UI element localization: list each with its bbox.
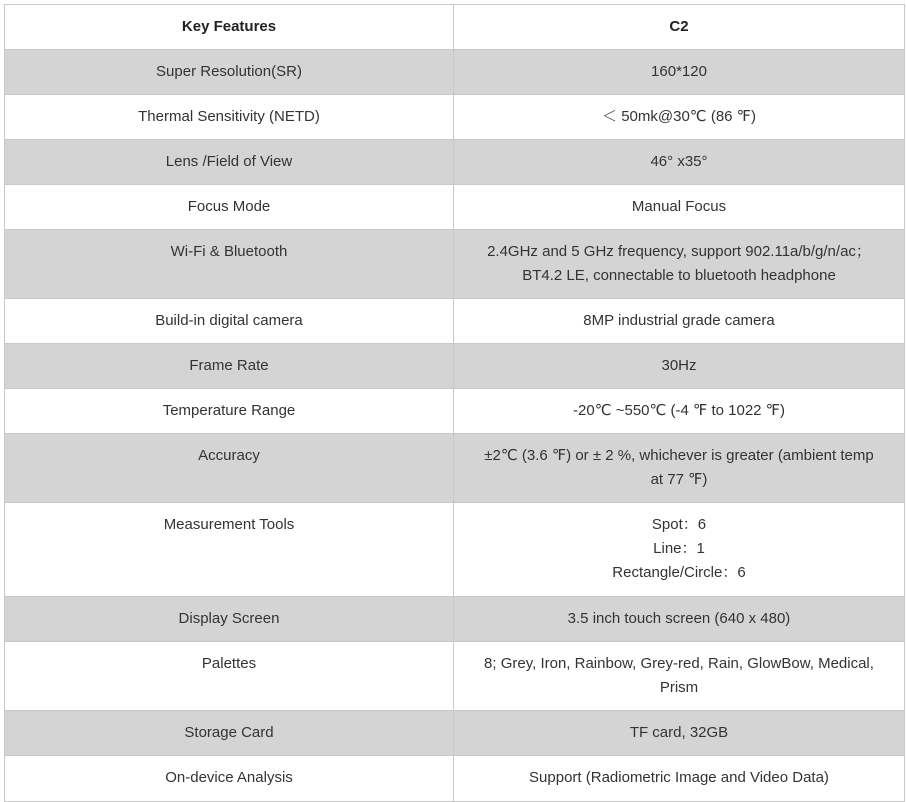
table-row [5, 597, 905, 642]
header-model: C2 [454, 5, 905, 50]
table-row [5, 503, 905, 597]
feature-cell: Lens /Field of View [5, 140, 454, 185]
value-line: 8MP industrial grade camera [583, 312, 775, 329]
header-key-features: Key Features [5, 5, 454, 50]
value-line: 8; Grey, Iron, Rainbow, Grey-red, Rain, GlowBow, Medical, [484, 655, 874, 672]
value-line: Prism [659, 679, 699, 696]
value-line: Rectangle/Circle：6 [612, 564, 746, 581]
value-cell [454, 434, 905, 503]
value-line: ＜ 50mk@30℃ (86 ℉) [602, 108, 756, 125]
value-line: 30Hz [661, 357, 697, 374]
feature-cell: Focus Mode [5, 185, 454, 230]
table-row [5, 756, 905, 802]
value-line: 3.5 inch touch screen (640 x 480) [567, 610, 791, 627]
value-line: 160*120 [651, 63, 707, 80]
table-row [5, 389, 905, 434]
feature-cell: Wi-Fi & Bluetooth [5, 230, 454, 299]
feature-cell: Build-in digital camera [5, 299, 454, 344]
table-row [5, 185, 905, 230]
feature-cell: Temperature Range [5, 389, 454, 434]
feature-cell: Thermal Sensitivity (NETD) [5, 95, 454, 140]
feature-cell: Measurement Tools [5, 503, 454, 597]
value-cell [454, 503, 905, 597]
value-line: Spot：6 [651, 516, 707, 533]
spec-table [4, 4, 905, 802]
value-line: Support (Radiometric Image and Video Data) [529, 769, 829, 786]
feature-cell: Frame Rate [5, 344, 454, 389]
value-cell [454, 95, 905, 140]
value-cell [454, 185, 905, 230]
value-line: 2.4GHz and 5 GHz frequency, support 902.11a/b/g/n/ac； [487, 243, 871, 260]
value-line: Line：1 [653, 540, 705, 557]
value-cell [454, 389, 905, 434]
value-cell [454, 642, 905, 711]
value-line: BT4.2 LE, connectable to bluetooth headphone [522, 267, 836, 284]
value-cell [454, 50, 905, 95]
table-row [5, 642, 905, 711]
table-row [5, 95, 905, 140]
value-cell [454, 711, 905, 756]
table-row [5, 299, 905, 344]
value-cell [454, 597, 905, 642]
value-line: 46° x35° [650, 153, 708, 170]
feature-cell: Display Screen [5, 597, 454, 642]
feature-cell: Accuracy [5, 434, 454, 503]
table-row [5, 434, 905, 503]
value-line: -20℃ ~550℃ (-4 ℉ to 1022 ℉) [573, 402, 785, 419]
spec-table-body [5, 50, 905, 802]
value-cell [454, 756, 905, 802]
table-row [5, 140, 905, 185]
value-cell [454, 344, 905, 389]
table-row [5, 50, 905, 95]
feature-cell: Palettes [5, 642, 454, 711]
value-cell [454, 140, 905, 185]
table-row [5, 230, 905, 299]
value-line: at 77 ℉) [650, 471, 708, 488]
value-cell [454, 299, 905, 344]
feature-cell: Storage Card [5, 711, 454, 756]
table-header-row [5, 5, 905, 50]
value-line: ±2℃ (3.6 ℉) or ± 2 %, whichever is greater (ambient temp [484, 447, 874, 464]
value-cell [454, 230, 905, 299]
feature-cell: Super Resolution(SR) [5, 50, 454, 95]
value-line: Manual Focus [631, 198, 727, 215]
value-line: TF card, 32GB [629, 724, 729, 741]
table-row [5, 344, 905, 389]
table-row [5, 711, 905, 756]
feature-cell: On-device Analysis [5, 756, 454, 802]
